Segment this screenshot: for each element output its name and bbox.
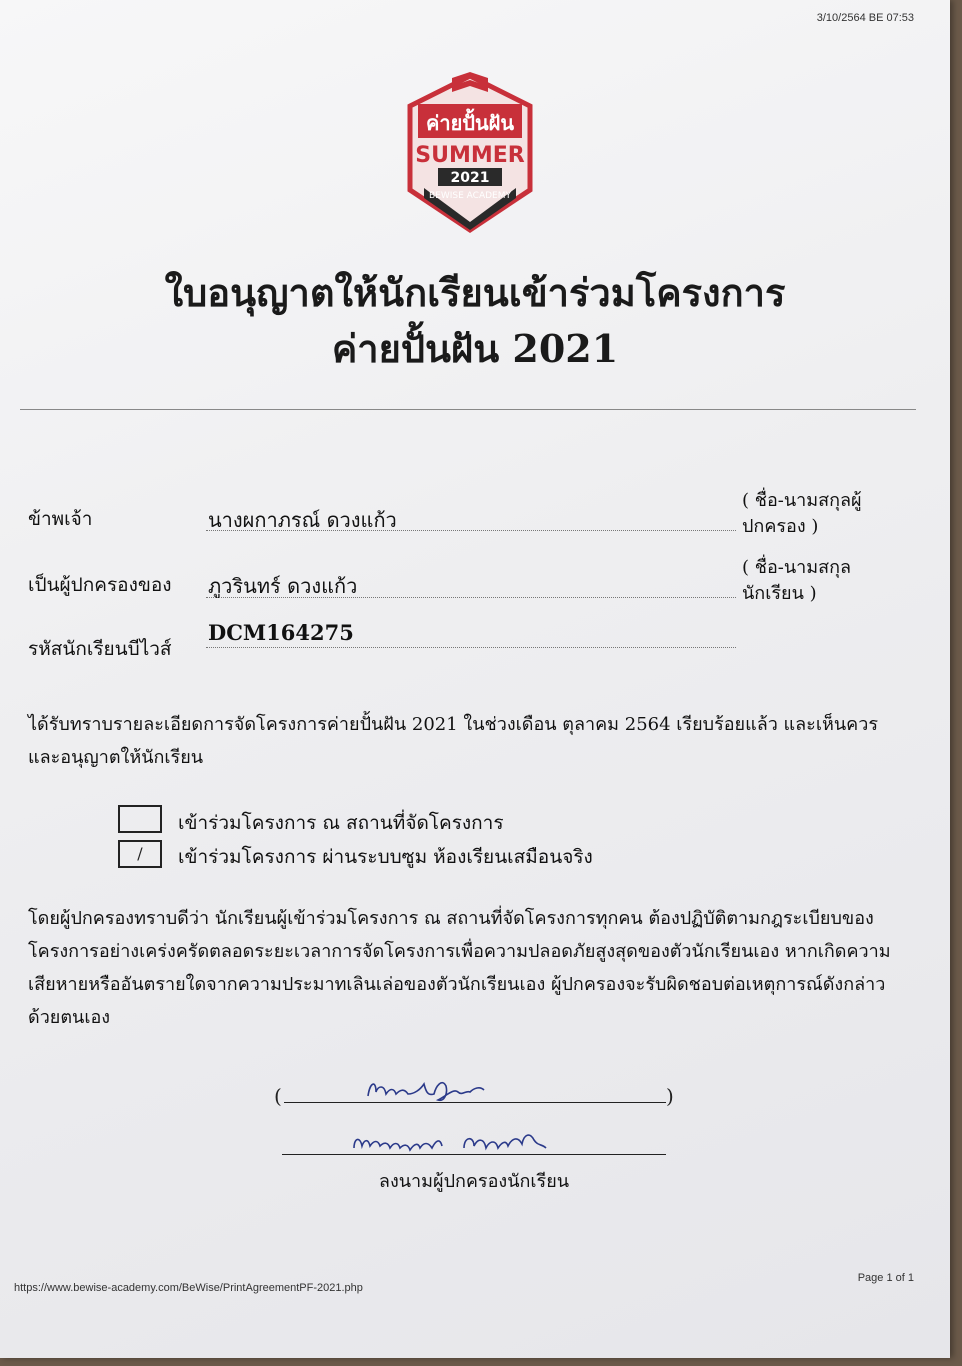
signature-close-paren: ) xyxy=(666,1084,674,1108)
zoom-checkbox[interactable]: / xyxy=(118,840,162,868)
parent-name-line xyxy=(206,530,736,531)
student-id-line xyxy=(206,647,736,648)
header-divider xyxy=(20,409,916,410)
student-id-label: รหัสนักเรียนบีไวส์ xyxy=(28,638,172,660)
parent-name-value: นางผกาภรณ์ ดวงแก้ว xyxy=(208,508,397,532)
footer-page-number: Page 1 of 1 xyxy=(857,1272,914,1284)
document-subtitle: ค่ายปั้นฝัน 2021 xyxy=(331,326,619,371)
onsite-option-label: เข้าร่วมโครงการ ณ สถานที่จัดโครงการ xyxy=(178,812,504,834)
guardian-of-label: เป็นผู้ปกครองของ xyxy=(28,574,172,596)
onsite-checkbox[interactable] xyxy=(118,805,162,833)
student-id-value: DCM164275 xyxy=(208,620,354,645)
consent-paragraph: ได้รับทราบรายละเอียดการจัดโครงการค่ายปั้นฝัน 2021 ในช่วงเดือน ตุลาคม 2564 เรียบร้อยแล้ว และเห็นควรและอนุญาตให้นักเรียน xyxy=(28,714,878,768)
signature-caption: ลงนามผู้ปกครองนักเรียน xyxy=(378,1171,570,1192)
student-name-hint: ( ชื่อ-นามสกุลนักเรียน ) xyxy=(742,557,852,604)
logo-academy-text: BEWISE ACADEMY xyxy=(429,191,511,201)
student-name-value: ภูวรินทร์ ดวงแก้ว xyxy=(208,574,358,598)
parent-name-hint: ( ชื่อ-นามสกุลผู้ปกครอง ) xyxy=(742,490,862,537)
document-title: ใบอนุญาตให้นักเรียนเข้าร่วมโครงการ xyxy=(164,270,786,315)
footer-url: https://www.bewise-academy.com/BeWise/PrintAgreementPF-2021.php xyxy=(14,1282,363,1294)
logo-year-text: 2021 xyxy=(450,170,490,186)
camp-logo xyxy=(402,72,538,234)
student-name-line xyxy=(206,597,736,598)
print-timestamp: 3/10/2564 BE 07:53 xyxy=(816,12,914,24)
handwritten-printed-name xyxy=(348,1124,558,1158)
signature-open-paren: ( xyxy=(274,1084,282,1108)
parent-name-label: ข้าพเจ้า xyxy=(28,508,93,530)
terms-paragraph: โดยผู้ปกครองทราบดีว่า นักเรียนผู้เข้าร่วมโครงการ ณ สถานที่จัดโครงการทุกคน ต้องปฏิบัติตามกฎระเบียบของโครงการอย่างเคร่งครัดตลอดระยะเวลาการจัดโครงการเพื่อความปลอดภัยสูงสุดของตัวนักเรียนเอง หากเกิดความเสียหายหรืออันตรายใดจากความประมาทเลินเล่อของตัวนักเรียนเอง ผู้ปกครองจะรับผิดชอบต่อเหตุการณ์ดังกล่าวด้วยตนเอง xyxy=(28,908,891,1028)
zoom-option-label: เข้าร่วมโครงการ ผ่านระบบซูม ห้องเรียนเสมือนจริง xyxy=(178,846,593,868)
logo-thai-text: ค่ายปั้นฝัน xyxy=(425,111,515,135)
logo-summer-text: SUMMER xyxy=(415,143,525,168)
printed-name-line xyxy=(282,1154,666,1155)
handwritten-signature xyxy=(362,1072,492,1106)
